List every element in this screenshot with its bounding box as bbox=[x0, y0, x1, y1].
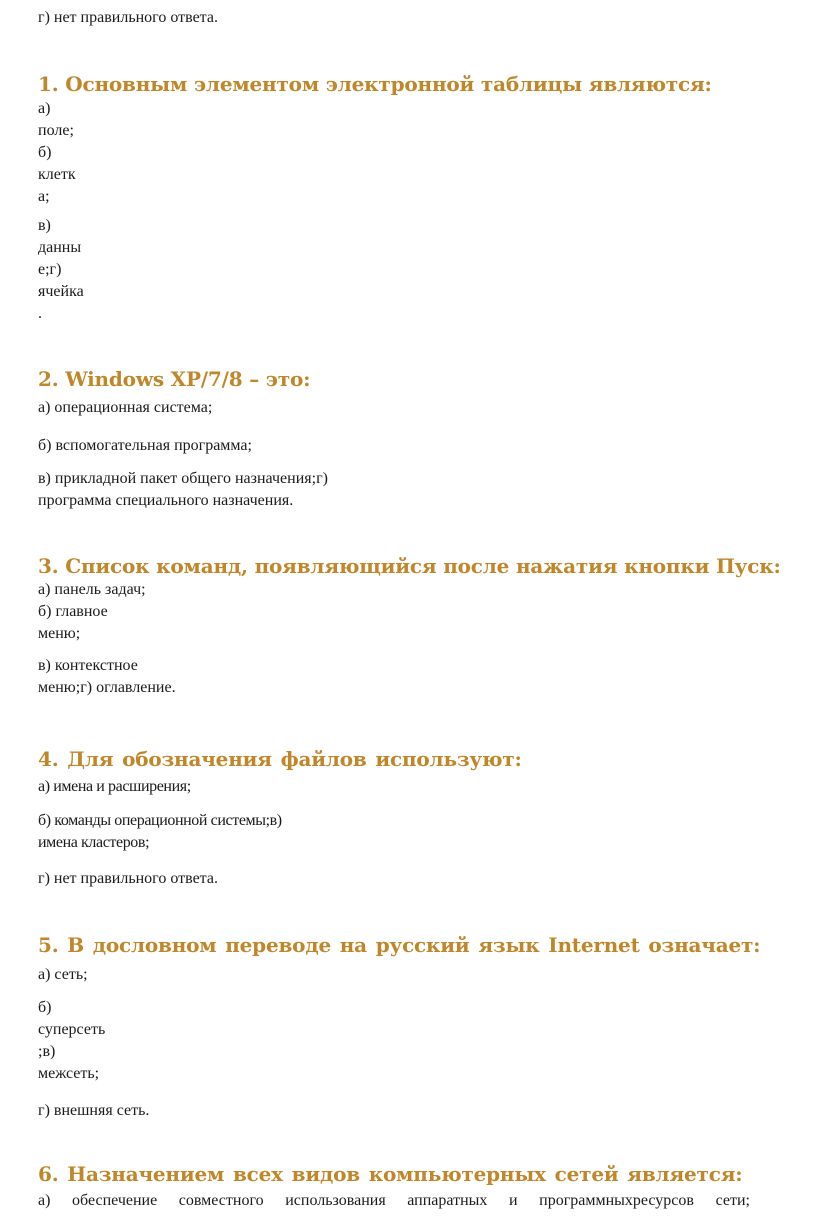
answer-line: а; bbox=[38, 188, 50, 205]
question-1-heading: 1. Основным элементом электронной таблицы являются: bbox=[38, 72, 712, 96]
answer-line: . bbox=[38, 305, 42, 322]
answer-word: аппаратных bbox=[407, 1192, 488, 1209]
answer-line: а) имена и расширения; bbox=[38, 778, 191, 795]
answer-line: б) главное bbox=[38, 603, 108, 620]
answer-line: данны bbox=[38, 239, 82, 256]
answer-line: е;г) bbox=[38, 261, 62, 278]
answer-line: б) вспомогательная программа; bbox=[38, 437, 252, 454]
answer-line: межсеть; bbox=[38, 1065, 100, 1082]
answer-word: программныхресурсов bbox=[539, 1192, 694, 1209]
answer-line: имена кластеров; bbox=[38, 834, 150, 851]
answer-line: г) нет правильного ответа. bbox=[38, 9, 218, 26]
answer-word: а) bbox=[38, 1192, 51, 1209]
answer-line: б) bbox=[38, 144, 52, 161]
answer-line: г) нет правильного ответа. bbox=[38, 870, 218, 887]
answer-line: клетк bbox=[38, 166, 76, 183]
answer-line: а) операционная система; bbox=[38, 399, 213, 416]
answer-word: обеспечение bbox=[72, 1192, 158, 1209]
question-6-heading: 6. Назначением всех видов компьютерных сетей является: bbox=[38, 1162, 743, 1186]
answer-line: ячейка bbox=[38, 283, 84, 300]
answer-line: меню;г) оглавление. bbox=[38, 679, 176, 696]
answer-word: совместного bbox=[178, 1192, 264, 1209]
answer-line: а) панель задач; bbox=[38, 581, 146, 598]
answer-line: а) сеть; bbox=[38, 966, 88, 983]
question-2-heading: 2. Windows XP/7/8 – это: bbox=[38, 367, 311, 391]
answer-line: меню; bbox=[38, 625, 81, 642]
question-3-heading: 3. Список команд, появляющийся после нажатия кнопки Пуск: bbox=[38, 554, 781, 578]
answer-line: ;в) bbox=[38, 1043, 56, 1060]
answer-line: в) прикладной пакет общего назначения;г) bbox=[38, 470, 328, 487]
answer-line: б) команды операционной системы;в) bbox=[38, 812, 282, 829]
question-4-heading: 4. Для обозначения файлов используют: bbox=[38, 747, 522, 771]
answer-word: использования bbox=[285, 1192, 386, 1209]
answer-line: в) контекстное bbox=[38, 657, 138, 674]
answer-line: поле; bbox=[38, 122, 74, 139]
answer-line: суперсеть bbox=[38, 1021, 106, 1038]
answer-line: программа специального назначения. bbox=[38, 492, 294, 509]
question-5-heading: 5. В дословном переводе на русский язык Internet означает: bbox=[38, 933, 761, 957]
answer-line: в) bbox=[38, 217, 51, 234]
answer-line-justified bbox=[38, 1191, 750, 1211]
answer-line: а) bbox=[38, 100, 51, 117]
answer-word: и bbox=[508, 1192, 518, 1209]
answer-word: сети; bbox=[715, 1192, 750, 1209]
answer-line: г) внешняя сеть. bbox=[38, 1102, 150, 1119]
answer-line: б) bbox=[38, 999, 52, 1016]
